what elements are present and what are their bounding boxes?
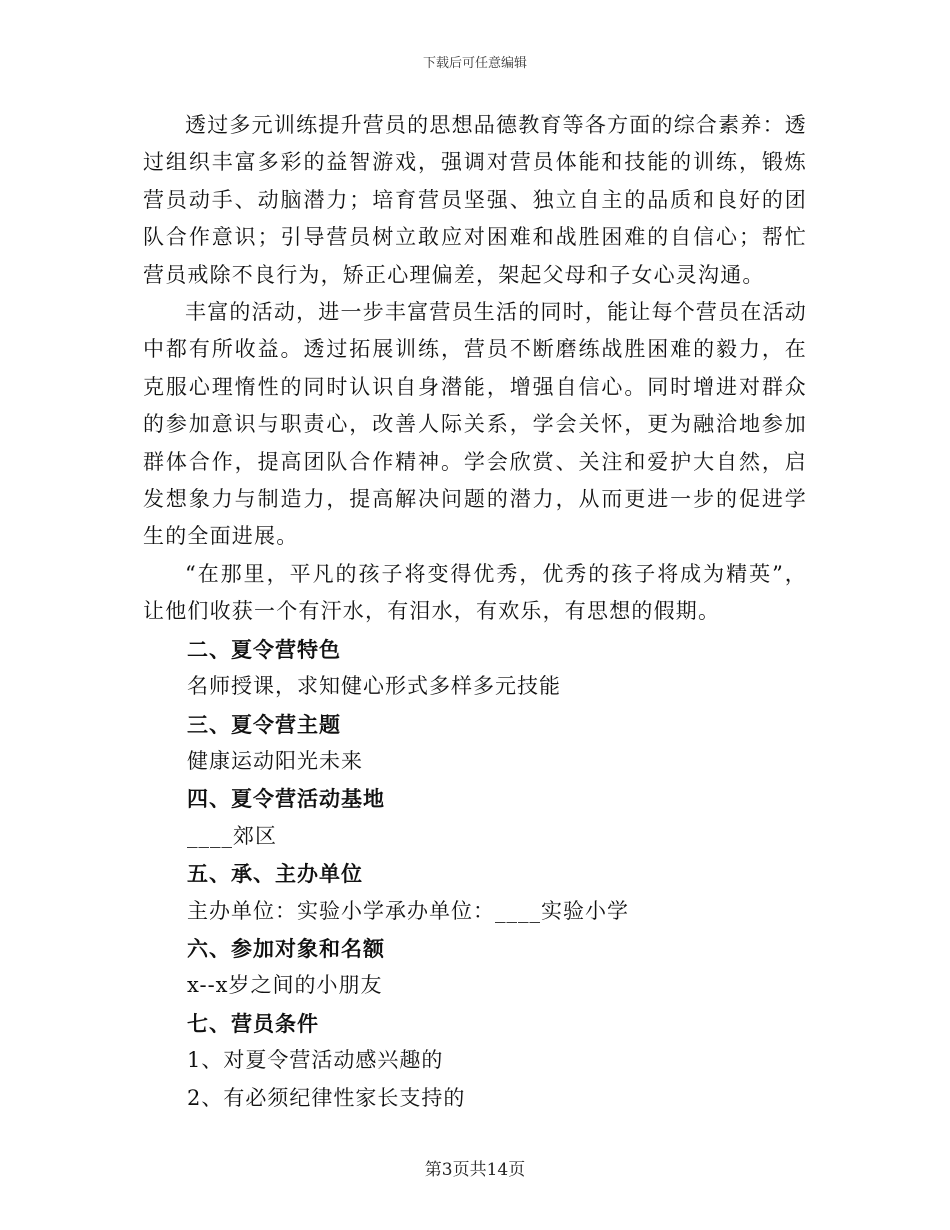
section-text-participants: x--x岁之间的小朋友 xyxy=(187,973,383,998)
page-header: 下载后可任意编辑 xyxy=(422,56,527,71)
section-text-features: 名师授课，求知健心形式多样多元技能 xyxy=(187,674,561,699)
section-heading-base: 四、夏令营活动基地 xyxy=(187,786,385,812)
paragraph-activity-benefits: 丰富的活动，进一步丰富营员生活的同时，能让每个营员在活动中都有所收益。透过拓展训练，营员不断磨练战胜困难的毅力，在克服心理惰性的同时认识自身潜能，增强自信心。同时增进对群众的参加意识与职责心，改善人际关系，学会关怀，更为融洽地参加群体合作，提高团队合作精神。学会欣赏、关注和爱护大自然，启发想象力与制造力，提高解决问题的潜力，从而更进一步的促进学生的全面进展。 xyxy=(143,300,807,549)
condition-item-1: 1、对夏令营活动感兴趣的 xyxy=(187,1048,444,1073)
paragraph-slogan: “在那里，平凡的孩子将变得优秀，优秀的孩子将成为精英”，让他们收获一个有汗水，有泪水，有欢乐，有思想的假期。 xyxy=(143,561,807,624)
section-text-theme: 健康运动阳光未来 xyxy=(187,748,363,773)
condition-item-2: 2、有必须纪律性家长支持的 xyxy=(187,1085,466,1110)
section-heading-participants: 六、参加对象和名额 xyxy=(187,935,385,961)
section-heading-theme: 三、夏令营主题 xyxy=(187,711,341,737)
paragraph-comprehensive-quality: 透过多元训练提升营员的思想品德教育等各方面的综合素养：透过组织丰富多彩的益智游戏，强调对营员体能和技能的训练，锻炼营员动手、动脑潜力；培育营员坚强、独立自主的品质和良好的团队合作意识；引导营员树立敢应对困难和战胜困难的自信心；帮忙营员戒除不良行为，矫正心理偏差，架起父母和子女心灵沟通。 xyxy=(143,113,807,287)
section-heading-organizers: 五、承、主办单位 xyxy=(187,861,363,887)
section-heading-features: 二、夏令营特色 xyxy=(187,636,341,662)
document-body xyxy=(143,107,807,1117)
page-number-footer: 第3页共14页 xyxy=(424,1160,526,1180)
section-heading-conditions: 七、营员条件 xyxy=(187,1010,319,1036)
section-text-organizers: 主办单位：实验小学承办单位：____实验小学 xyxy=(187,898,629,923)
section-text-base: ____郊区 xyxy=(187,823,277,848)
